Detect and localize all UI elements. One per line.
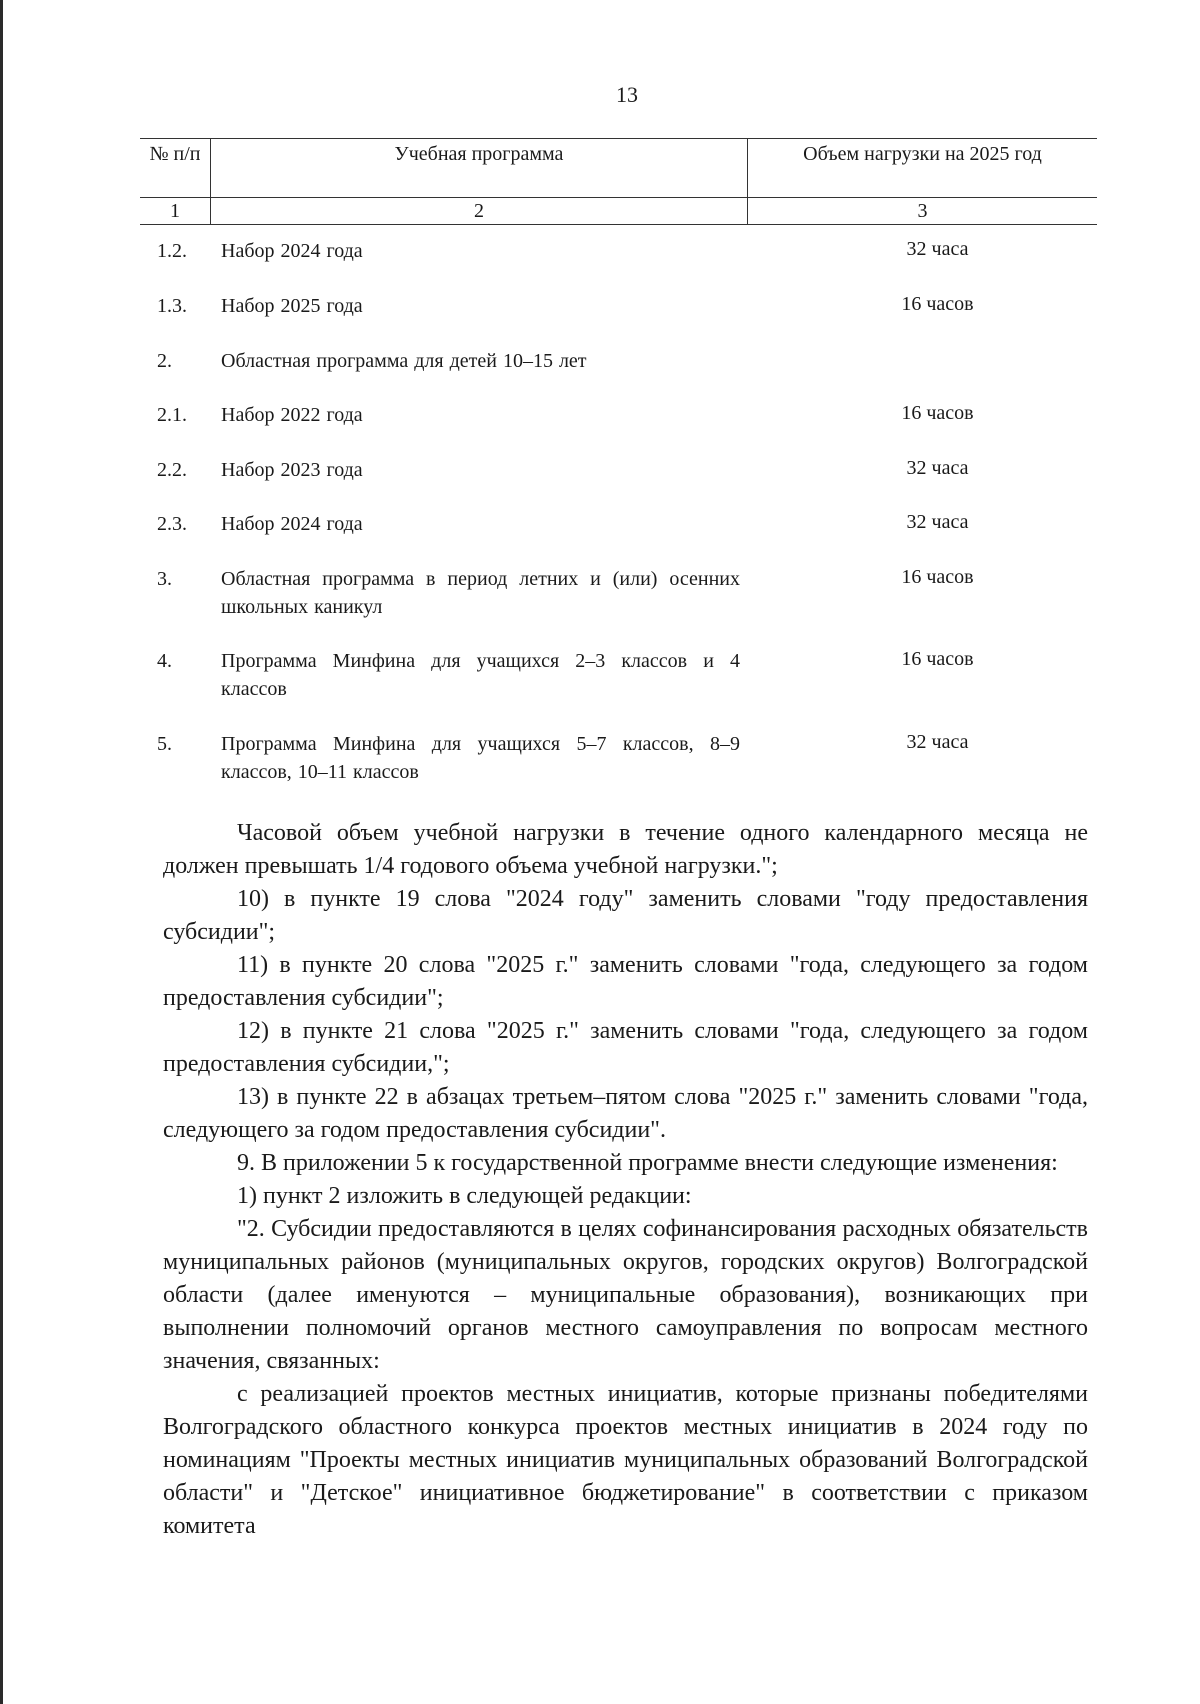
page-number: 13 <box>616 82 638 107</box>
row-number: 2.3. <box>157 513 187 535</box>
row-program: Набор 2022 года <box>221 404 363 426</box>
row-program: Областная программа в период летних и (или) осенних школьных каникул <box>221 568 740 618</box>
row-program: Программа Минфина для учащихся 2–3 классов и 4 классов <box>221 650 740 700</box>
row-number: 4. <box>157 650 172 672</box>
row-volume: 32 часа <box>906 511 969 533</box>
row-number: 3. <box>157 568 172 590</box>
row-number: 2.1. <box>157 404 187 426</box>
row-number: 5. <box>157 733 172 755</box>
header-num: № п/п <box>149 143 201 165</box>
row-number: 1.3. <box>157 295 187 317</box>
row-program: Программа Минфина для учащихся 5–7 классов, 8–9 классов, 10–11 классов <box>221 733 740 783</box>
table-header <box>140 138 1097 225</box>
column-number: 2 <box>474 200 484 222</box>
row-volume: 16 часов <box>901 648 974 670</box>
paragraph: 1) пункт 2 изложить в следующей редакции: <box>237 1183 692 1209</box>
table-header-rule <box>140 197 1097 198</box>
table-numbering-rule <box>140 224 1097 225</box>
header-program: Учебная программа <box>394 143 564 165</box>
column-number: 1 <box>170 200 180 222</box>
row-number: 2. <box>157 350 172 372</box>
paragraph: 11) в пункте 20 слова "2025 г." заменить словами "года, следующего за годом предоставления субсидии"; <box>163 952 1088 1011</box>
row-program: Набор 2023 года <box>221 459 363 481</box>
paragraph: 12) в пункте 21 слова "2025 г." заменить словами "года, следующего за годом предоставления субсидии,"; <box>163 1018 1088 1077</box>
row-program: Набор 2024 года <box>221 240 363 262</box>
row-number: 1.2. <box>157 240 187 262</box>
paragraph: 13) в пункте 22 в абзацах третьем–пятом слова "2025 г." заменить словами "года, следующего за годом предоставления субсидии". <box>163 1084 1088 1143</box>
row-volume: 16 часов <box>901 566 974 588</box>
paragraph: Часовой объем учебной нагрузки в течение одного календарного месяца не должен превышать 1/4 годового объема учебной нагрузки."; <box>163 820 1088 879</box>
row-program: Набор 2025 года <box>221 295 363 317</box>
row-number: 2.2. <box>157 459 187 481</box>
row-program: Областная программа для детей 10–15 лет <box>221 350 587 372</box>
table-top-rule <box>140 138 1097 139</box>
row-volume: 32 часа <box>906 457 969 479</box>
row-volume: 32 часа <box>906 731 969 753</box>
paragraph: 10) в пункте 19 слова "2024 году" заменить словами "году предоставления субсидии"; <box>163 886 1088 945</box>
row-volume: 16 часов <box>901 402 974 424</box>
paragraph: "2. Субсидии предоставляются в целях софинансирования расходных обязательств муниципальных районов (муниципальных округов, городских округов) Волгоградской области (далее именуются – муниципальные образования), возникающих при выполнении полномочий органов местного самоуправления по вопросам местного значения, связанных: <box>163 1216 1088 1374</box>
row-volume: 32 часа <box>906 238 969 260</box>
page-edge <box>0 0 3 1704</box>
paragraph: с реализацией проектов местных инициатив, которые признаны победителями Волгоградского областного конкурса проектов местных инициатив в 2024 году по номинациям "Проекты местных инициатив муниципальных образований Волгоградской области" и "Детское" инициативное бюджетирование" в соответствии с приказом комитета <box>163 1381 1088 1539</box>
column-number: 3 <box>917 200 928 222</box>
row-volume: 16 часов <box>901 293 974 315</box>
document-body <box>163 817 1088 1543</box>
header-volume: Объем нагрузки на 2025 год <box>803 143 1042 165</box>
paragraph: 9. В приложении 5 к государственной программе внести следующие изменения: <box>237 1150 1058 1176</box>
row-program: Набор 2024 года <box>221 513 363 535</box>
